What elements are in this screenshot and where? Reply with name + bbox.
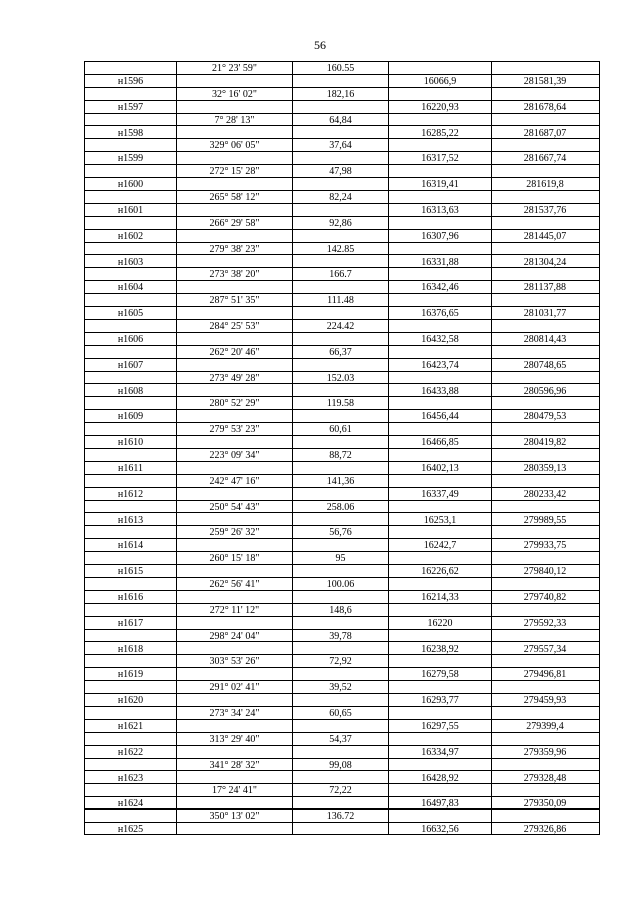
point-row	[85, 617, 599, 630]
direction-angle: 291° 02' 41"	[209, 682, 260, 694]
segment-row	[85, 552, 599, 565]
point-name: н1610	[117, 437, 144, 449]
segment-length: 99,08	[329, 759, 352, 771]
point-name: н1597	[117, 101, 144, 113]
direction-angle: 298° 24' 04"	[209, 630, 260, 642]
point-name: н1606	[117, 333, 144, 345]
coordinates-table	[84, 61, 600, 835]
coordinate-x: 16220,93	[421, 101, 459, 113]
coordinate-y: 280233,42	[523, 488, 567, 500]
segment-row	[85, 759, 599, 772]
point-name: н1599	[117, 153, 144, 165]
direction-angle: 262° 20' 46"	[209, 346, 260, 358]
point-row	[85, 643, 599, 656]
point-row	[85, 333, 599, 346]
direction-angle: 313° 29' 40"	[209, 733, 260, 745]
point-row	[85, 539, 599, 552]
coordinate-x: 16433,88	[421, 385, 459, 397]
coordinate-y: 280419,82	[523, 437, 567, 449]
coordinate-y: 281667,74	[523, 153, 567, 165]
segment-row	[85, 217, 599, 230]
coordinate-y: 281304,24	[523, 256, 567, 268]
coordinate-x: 16307,96	[421, 230, 459, 242]
segment-row	[85, 578, 599, 591]
coordinate-y: 280814,43	[523, 333, 567, 345]
point-row	[85, 772, 599, 785]
segment-row	[85, 810, 599, 823]
point-name: н1608	[117, 385, 144, 397]
point-row	[85, 75, 599, 88]
segment-row	[85, 784, 599, 797]
point-name: н1617	[117, 617, 144, 629]
direction-angle: 273° 49' 28"	[209, 372, 260, 384]
segment-row	[85, 733, 599, 746]
point-name: н1598	[117, 127, 144, 139]
segment-row	[85, 423, 599, 436]
coordinate-x: 16319,41	[421, 179, 459, 191]
segment-row	[85, 346, 599, 359]
direction-angle: 279° 38' 23"	[209, 243, 260, 255]
segment-row	[85, 191, 599, 204]
segment-length: 111.48	[327, 295, 354, 307]
point-row	[85, 720, 599, 733]
coordinate-x: 16238,92	[421, 643, 459, 655]
point-row	[85, 823, 599, 835]
segment-length: 95	[335, 553, 346, 565]
direction-angle: 265° 58' 12"	[209, 192, 260, 203]
point-row	[85, 281, 599, 294]
coordinate-x: 16226,62	[421, 566, 459, 578]
point-row	[85, 127, 599, 140]
segment-length: 60,61	[329, 424, 352, 436]
coordinate-y: 281445,07	[523, 230, 567, 242]
coordinate-x: 16297,55	[421, 720, 459, 732]
direction-angle: 223° 09' 34"	[209, 450, 260, 461]
point-name: н1613	[117, 514, 144, 526]
coordinate-x: 16456,44	[421, 411, 459, 423]
point-row	[85, 101, 599, 114]
segment-length: 82,24	[329, 192, 352, 203]
segment-row	[85, 707, 599, 720]
coordinate-y: 281619,8	[526, 179, 564, 191]
segment-row	[85, 604, 599, 617]
point-name: н1611	[118, 462, 143, 474]
segment-length: 148,6	[329, 604, 352, 616]
coordinate-y: 281137,88	[523, 282, 567, 294]
direction-angle: 350° 13' 02"	[209, 811, 260, 823]
direction-angle: 21° 23' 59"	[212, 63, 257, 74]
segment-row	[85, 268, 599, 281]
segment-row	[85, 449, 599, 462]
point-row	[85, 385, 599, 398]
coordinate-x: 16376,65	[421, 308, 459, 320]
coordinate-y: 281031,77	[523, 308, 567, 320]
segment-length: 141,36	[326, 475, 355, 487]
point-row	[85, 307, 599, 320]
point-name: н1605	[117, 308, 144, 320]
point-name: н1623	[117, 772, 144, 784]
point-name: н1624	[117, 798, 144, 810]
point-row	[85, 152, 599, 165]
coordinate-x: 16402,13	[421, 462, 459, 474]
segment-row	[85, 320, 599, 333]
segment-row	[85, 526, 599, 539]
coordinate-x: 16220	[427, 617, 453, 629]
segment-row	[85, 88, 599, 101]
segment-row	[85, 630, 599, 643]
point-row	[85, 256, 599, 269]
point-row	[85, 359, 599, 372]
point-name: н1625	[117, 824, 144, 835]
coordinate-y: 281678,64	[523, 101, 567, 113]
coordinate-y: 279933,75	[523, 540, 567, 552]
segment-length: 142.85	[326, 243, 355, 255]
segment-length: 88,72	[329, 450, 352, 461]
direction-angle: 272° 11' 12"	[209, 604, 260, 616]
point-row	[85, 668, 599, 681]
point-row	[85, 230, 599, 243]
coordinate-y: 279989,55	[523, 514, 567, 526]
point-name: н1612	[117, 488, 144, 500]
segment-length: 152.03	[326, 372, 355, 384]
segment-length: 39,52	[329, 682, 352, 694]
point-name: н1602	[117, 230, 144, 242]
coordinate-y: 280748,65	[523, 359, 567, 371]
segment-length: 47,98	[329, 166, 352, 178]
segment-length: 182,16	[326, 88, 355, 100]
segment-length: 60,65	[329, 708, 352, 719]
coordinate-x: 16428,92	[421, 772, 459, 784]
segment-row	[85, 655, 599, 668]
segment-length: 66,37	[329, 346, 352, 358]
segment-row	[85, 501, 599, 514]
coordinate-y: 280359,13	[523, 462, 567, 474]
coordinate-x: 16632,56	[421, 824, 459, 835]
point-row	[85, 178, 599, 191]
coordinate-x: 16331,88	[421, 256, 459, 268]
coordinate-y: 279592,33	[523, 617, 567, 629]
coordinate-x: 16423,74	[421, 359, 459, 371]
point-name: н1616	[117, 591, 144, 603]
segment-length: 72,92	[329, 656, 352, 668]
direction-angle: 341° 28' 32"	[209, 759, 260, 771]
coordinate-y: 280596,96	[523, 385, 567, 397]
point-name: н1601	[117, 204, 144, 216]
point-name: н1618	[117, 643, 144, 655]
coordinate-x: 16497,83	[421, 798, 459, 810]
point-name: н1619	[117, 669, 144, 681]
coordinate-y: 281581,39	[523, 75, 567, 87]
coordinate-x: 16285,22	[421, 127, 459, 139]
direction-angle: 279° 53' 23"	[209, 424, 260, 436]
point-row	[85, 488, 599, 501]
coordinate-y: 279496,81	[523, 669, 567, 681]
coordinate-y: 279459,93	[523, 695, 567, 707]
direction-angle: 303° 53' 26"	[209, 656, 260, 668]
segment-length: 92,86	[329, 217, 352, 229]
coordinate-y: 279399,4	[526, 720, 564, 732]
coordinate-x: 16466,85	[421, 437, 459, 449]
direction-angle: 260° 15' 18"	[209, 553, 260, 565]
direction-angle: 266° 29' 58"	[209, 217, 260, 229]
point-name: н1620	[117, 695, 144, 707]
point-row	[85, 694, 599, 707]
direction-angle: 284° 25' 53"	[209, 321, 260, 332]
coordinate-x: 16066,9	[423, 75, 457, 87]
direction-angle: 273° 34' 24"	[209, 708, 260, 719]
direction-angle: 7° 28' 13"	[214, 114, 255, 126]
coordinate-x: 16337,49	[421, 488, 459, 500]
segment-length: 136.72	[326, 811, 355, 823]
point-row	[85, 746, 599, 759]
point-name: н1621	[117, 720, 144, 732]
segment-length: 37,64	[329, 140, 352, 152]
coordinate-y: 279557,34	[523, 643, 567, 655]
coordinate-y: 279326,86	[523, 824, 567, 835]
segment-length: 258.06	[326, 501, 355, 513]
coordinate-x: 16334,97	[421, 746, 459, 758]
coordinate-x: 16279,58	[421, 669, 459, 681]
coordinate-y: 279359,96	[523, 746, 567, 758]
segment-row	[85, 681, 599, 694]
point-name: н1614	[117, 540, 144, 552]
segment-length: 72,22	[329, 785, 352, 797]
segment-row	[85, 139, 599, 152]
point-name: н1600	[117, 179, 144, 191]
coordinate-x: 16313,63	[421, 204, 459, 216]
coordinate-x: 16214,33	[421, 591, 459, 603]
coordinate-y: 279840,12	[523, 566, 567, 578]
segment-row	[85, 243, 599, 256]
segment-row	[85, 397, 599, 410]
point-row	[85, 514, 599, 527]
point-row	[85, 797, 599, 810]
direction-angle: 287° 51' 35"	[209, 295, 260, 307]
point-name: н1615	[117, 566, 144, 578]
point-name: н1596	[117, 75, 144, 87]
segment-row	[85, 114, 599, 127]
coordinate-x: 16317,52	[421, 153, 459, 165]
coordinate-x: 16253,1	[423, 514, 457, 526]
point-name: н1603	[117, 256, 144, 268]
direction-angle: 272° 15' 28"	[209, 166, 260, 178]
direction-angle: 250° 54' 43"	[209, 501, 260, 513]
point-name: н1604	[117, 282, 144, 294]
segment-length: 100.06	[326, 579, 355, 590]
point-row	[85, 591, 599, 604]
coordinate-y: 281687,07	[523, 127, 567, 139]
coordinate-y: 279740,82	[523, 591, 567, 603]
segment-length: 224.42	[326, 321, 355, 332]
segment-length: 54,37	[329, 733, 352, 745]
point-row	[85, 410, 599, 423]
point-row	[85, 204, 599, 217]
segment-length: 64,84	[329, 114, 352, 126]
direction-angle: 280° 52' 29"	[209, 398, 260, 410]
point-row	[85, 436, 599, 449]
coordinate-x: 16242,7	[423, 540, 457, 552]
point-name: н1622	[117, 746, 144, 758]
direction-angle: 32° 16' 02"	[212, 88, 257, 100]
coordinate-y: 281537,76	[523, 204, 567, 216]
coordinate-x: 16342,46	[421, 282, 459, 294]
segment-length: 119.58	[326, 398, 355, 410]
point-row	[85, 462, 599, 475]
coordinate-y: 280479,53	[523, 411, 567, 423]
direction-angle: 329° 06' 05"	[209, 140, 260, 152]
direction-angle: 273° 38' 20"	[209, 269, 260, 281]
segment-row	[85, 294, 599, 307]
segment-length: 160.55	[326, 63, 355, 74]
point-name: н1609	[117, 411, 144, 423]
point-row	[85, 565, 599, 578]
segment-length: 39,78	[329, 630, 352, 642]
direction-angle: 259° 26' 32"	[209, 527, 260, 539]
coordinate-x: 16432,58	[421, 333, 459, 345]
direction-angle: 17° 24' 41"	[212, 785, 257, 797]
coordinate-y: 279328,48	[523, 772, 567, 784]
coordinate-y: 279350,09	[523, 798, 567, 810]
page-number: 56	[314, 38, 326, 52]
segment-row	[85, 372, 599, 385]
direction-angle: 262° 56' 41"	[209, 579, 260, 590]
segment-length: 56,76	[329, 527, 352, 539]
segment-row	[85, 62, 599, 75]
segment-row	[85, 165, 599, 178]
segment-length: 166.7	[329, 269, 352, 281]
point-name: н1607	[117, 359, 144, 371]
coordinate-x: 16293,77	[421, 695, 459, 707]
segment-row	[85, 475, 599, 488]
direction-angle: 242° 47' 16"	[209, 475, 260, 487]
